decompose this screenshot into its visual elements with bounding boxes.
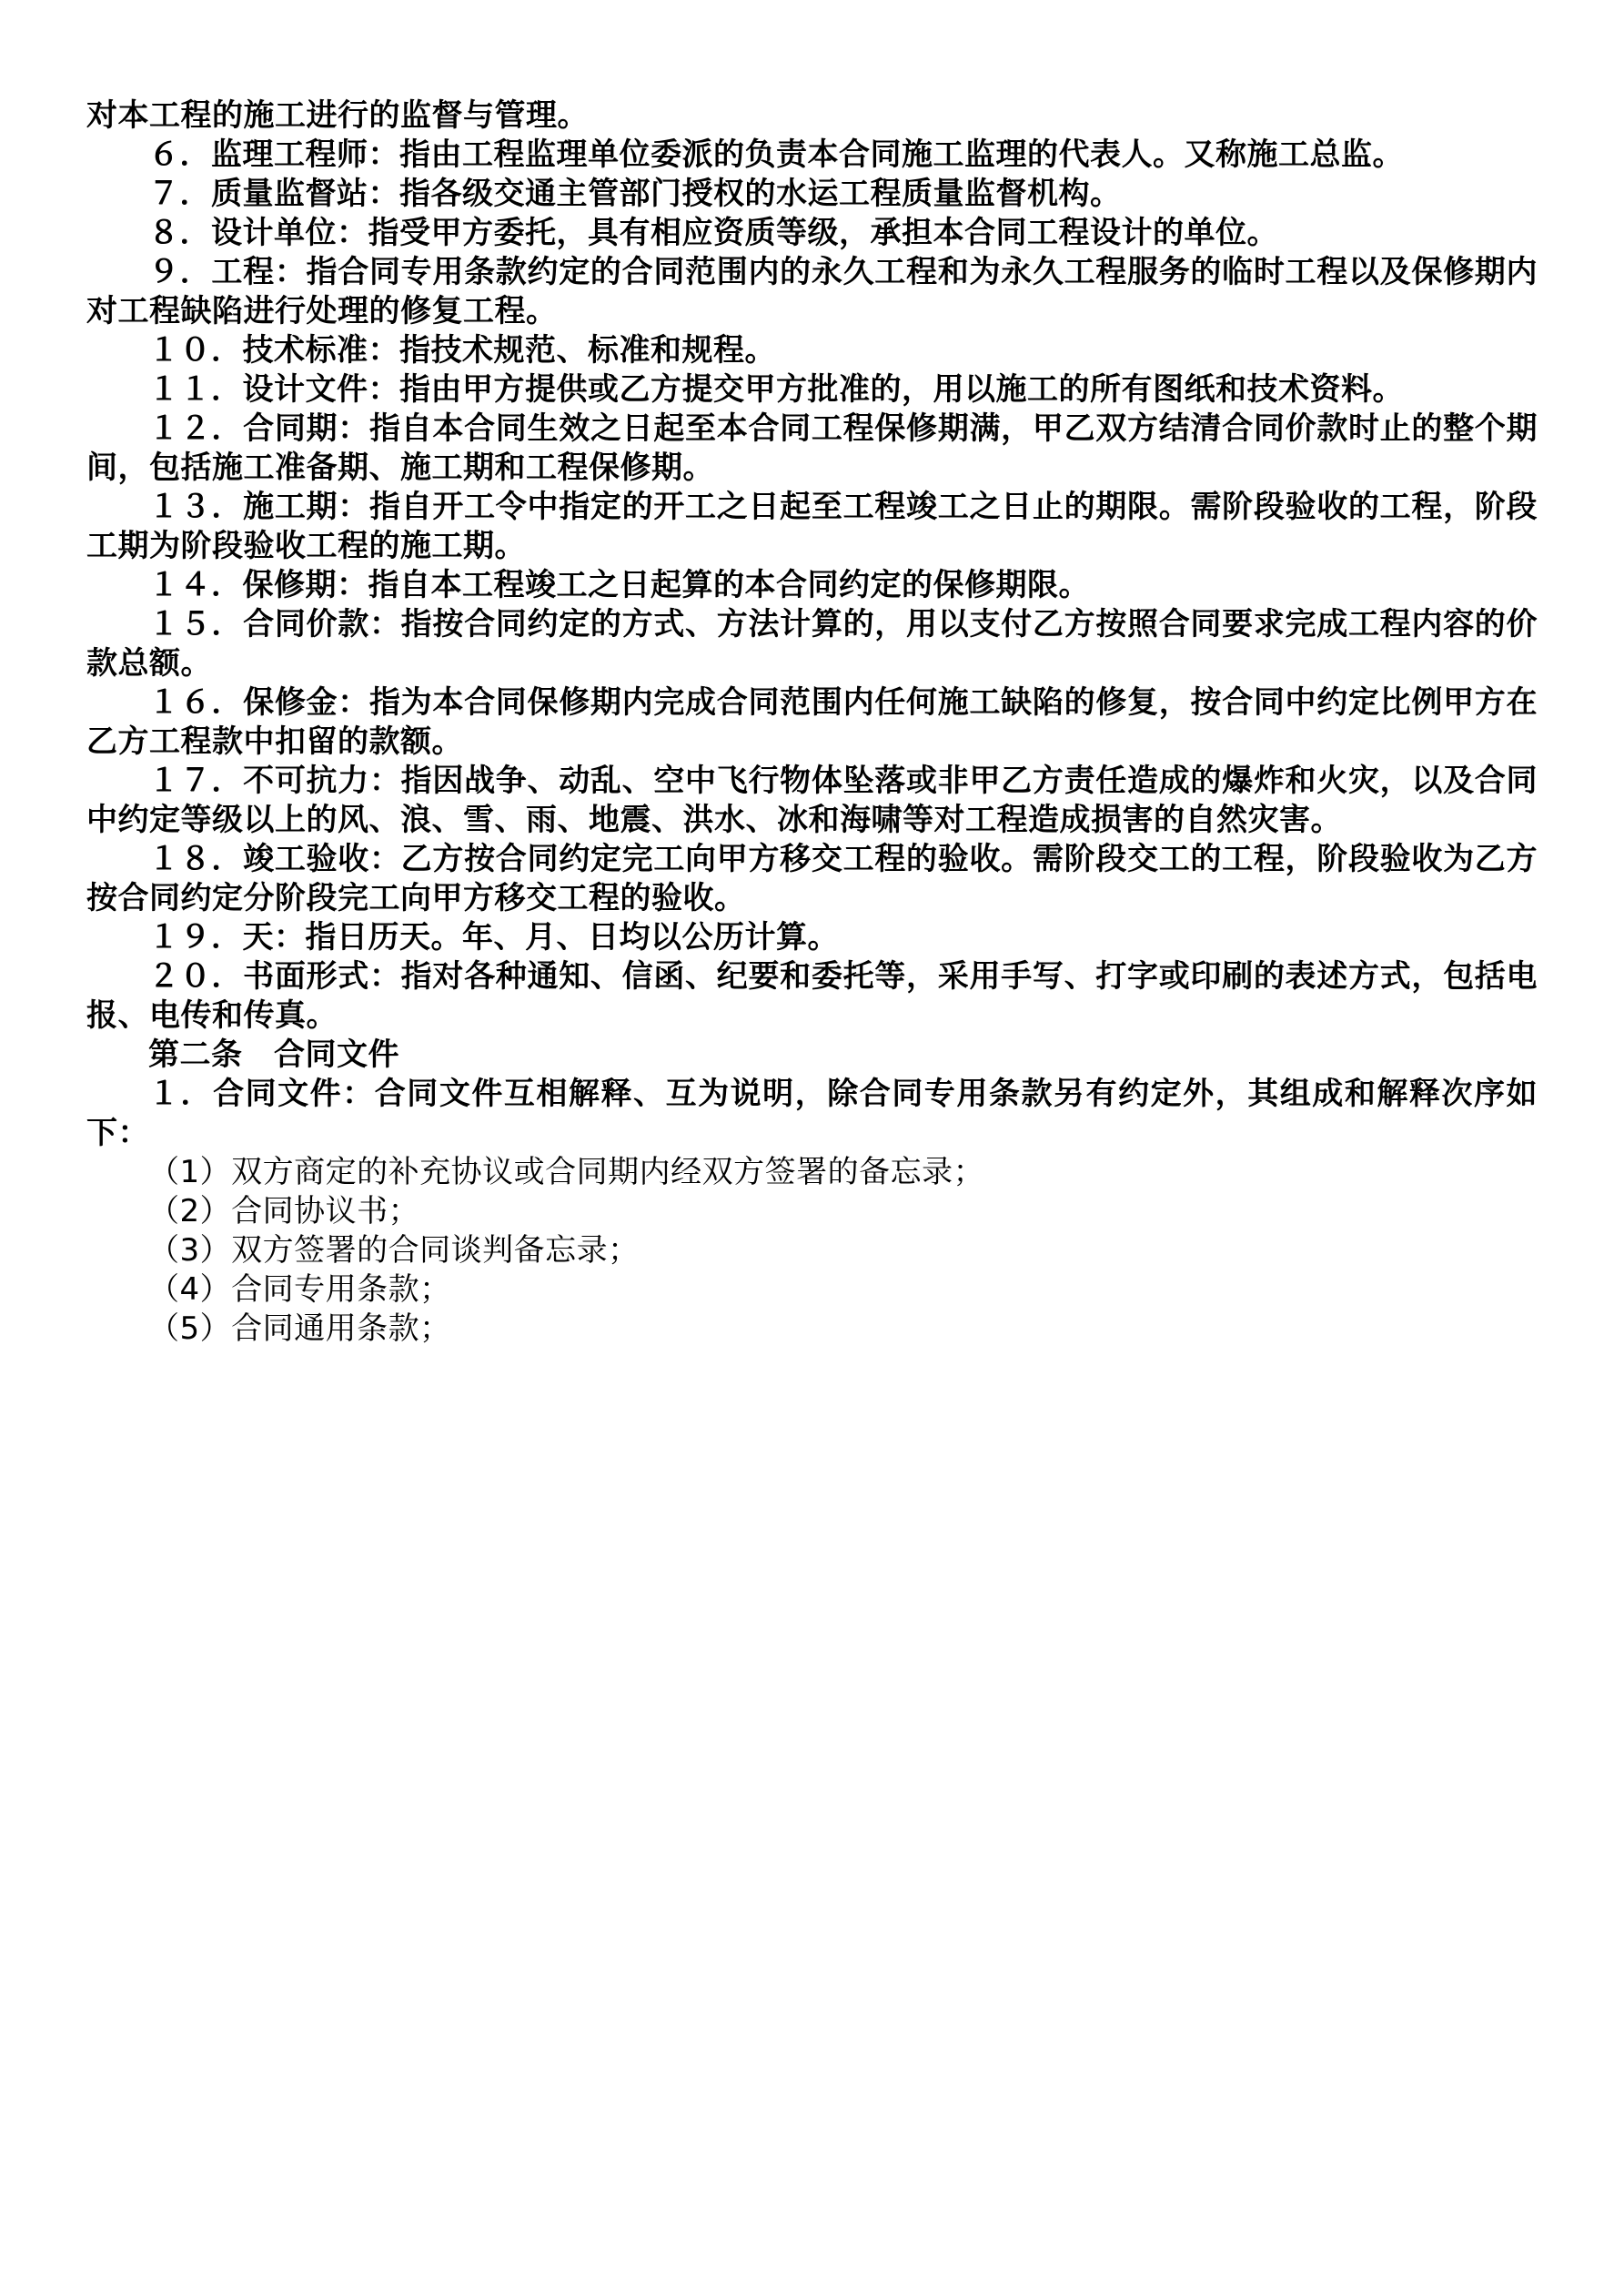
paragraph: １８．竣工验收：乙方按合同约定完工向甲方移交工程的验收。需阶段交工的工程，阶段验收为乙方按合同约定分阶段完工向甲方移交工程的验收。 — [86, 841, 1538, 916]
paragraph: １７．不可抗力：指因战争、动乱、空中飞行物体坠落或非甲乙方责任造成的爆炸和火灾，以及合同中约定等级以上的风、浪、雪、雨、地震、洪水、冰和海啸等对工程造成损害的自然灾害。 — [86, 763, 1538, 838]
paragraph: １６．保修金：指为本合同保修期内完成合同范围内任何施工缺陷的修复，按合同中约定比例甲方在乙方工程款中扣留的款额。 — [86, 684, 1538, 760]
paragraph: （5）合同通用条款； — [148, 1310, 451, 1347]
paragraph: （1）双方商定的补充协议或合同期内经双方签署的备忘录； — [148, 1154, 985, 1190]
paragraph: １５．合同价款：指按合同约定的方式、方法计算的，用以支付乙方按照合同要求完成工程内容的价款总额。 — [86, 606, 1538, 682]
paragraph: ６．监理工程师：指由工程监理单位委派的负责本合同施工监理的代表人。又称施工总监。 — [148, 137, 1404, 173]
section-heading: 第二条 合同文件 — [148, 1037, 399, 1073]
paragraph: ８．设计单位：指受甲方委托，具有相应资质等级，承担本合同工程设计的单位。 — [148, 215, 1278, 251]
paragraph: １．合同文件：合同文件互相解释、互为说明，除合同专用条款另有约定外，其组成和解释次序如下： — [86, 1076, 1538, 1151]
paragraph: １９．天：指日历天。年、月、日均以公历计算。 — [148, 919, 839, 956]
paragraph: （4）合同专用条款； — [148, 1271, 451, 1308]
paragraph: ９．工程：指合同专用条款约定的合同范围内的永久工程和为永久工程服务的临时工程以及保修期内对工程缺陷进行处理的修复工程。 — [86, 254, 1538, 329]
paragraph: １０．技术标准：指技术规范、标准和规程。 — [148, 332, 776, 369]
paragraph: １２．合同期：指自本合同生效之日起至本合同工程保修期满，甲乙双方结清合同价款时止的整个期间，包括施工准备期、施工期和工程保修期。 — [86, 410, 1538, 486]
document-body — [86, 96, 1538, 1349]
paragraph: １１．设计文件：指由甲方提供或乙方提交甲方批准的，用以施工的所有图纸和技术资料。 — [148, 371, 1404, 408]
paragraph: １４．保修期：指自本工程竣工之日起算的本合同约定的保修期限。 — [148, 567, 1090, 603]
paragraph: ７．质量监督站：指各级交通主管部门授权的水运工程质量监督机构。 — [148, 176, 1122, 212]
paragraph: ２０．书面形式：指对各种通知、信函、纪要和委托等，采用手写、打字或印刷的表述方式，包括电报、电传和传真。 — [86, 958, 1538, 1034]
paragraph: 对本工程的施工进行的监督与管理。 — [86, 97, 589, 134]
paragraph: １３．施工期：指自开工令中指定的开工之日起至工程竣工之日止的期限。需阶段验收的工程，阶段工期为阶段验收工程的施工期。 — [86, 489, 1538, 564]
paragraph: （2）合同协议书； — [148, 1193, 420, 1229]
paragraph: （3）双方签署的合同谈判备忘录； — [148, 1232, 640, 1269]
